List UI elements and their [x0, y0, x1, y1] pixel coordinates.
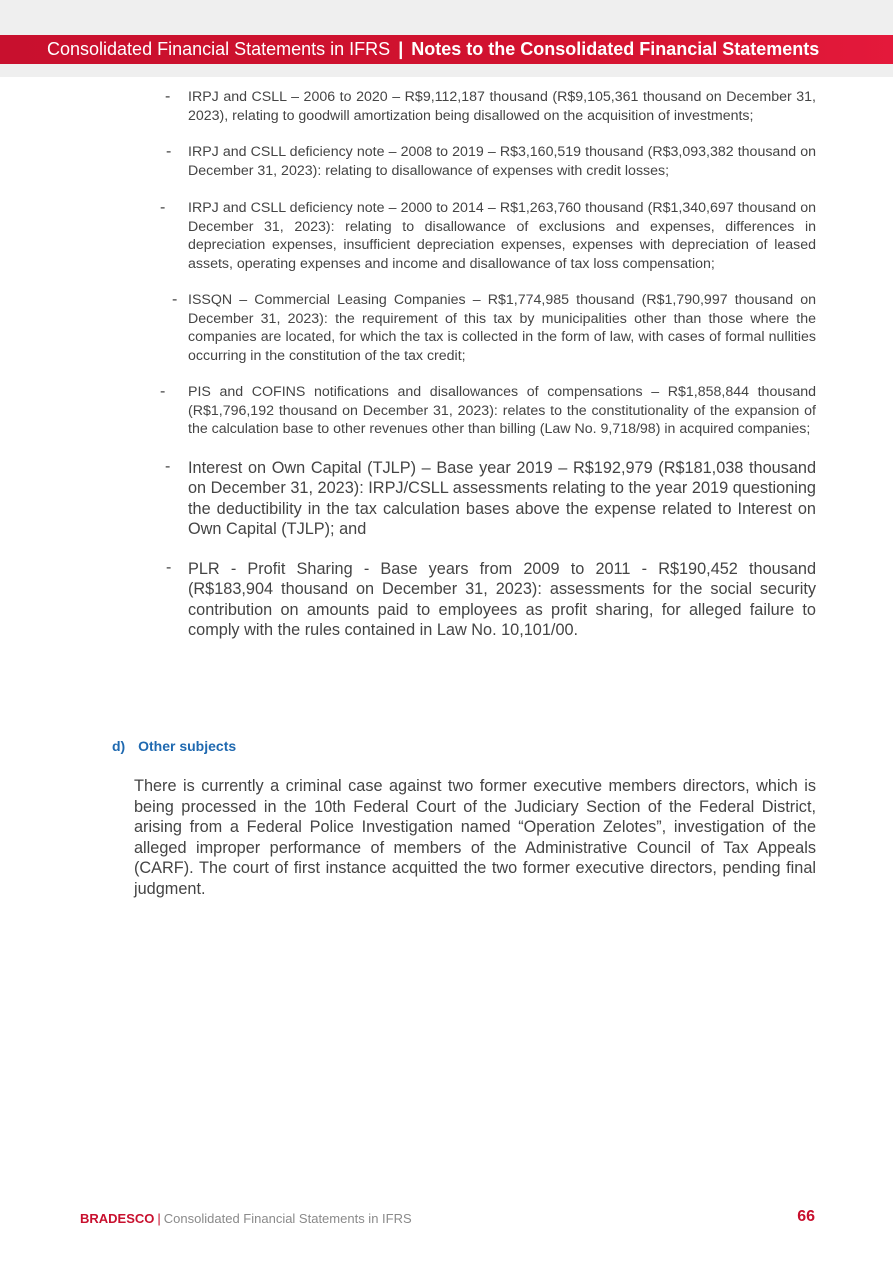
list-bullet: -: [166, 558, 172, 576]
list-item: [0, 143, 893, 180]
list-bullet: -: [172, 291, 178, 308]
list-item-text: IRPJ and CSLL – 2006 to 2020 – R$9,112,187 thousand (R$9,105,361 thousand on December 31, 2023), relating to goodwill amortization being disallowed on the acquisition of investments;: [188, 89, 816, 124]
list-item: [0, 458, 893, 540]
section-title: Other subjects: [138, 738, 237, 754]
list-item-text: IRPJ and CSLL deficiency note – 2008 to 2019 – R$3,160,519 thousand (R$3,093,382 thousand on December 31, 2023): relating to disallowance of expenses with credit losses;: [188, 144, 816, 179]
tax-cases-list: [0, 88, 893, 641]
section-heading: [112, 738, 236, 754]
footer-doc-title: Consolidated Financial Statements in IFRS: [163, 1211, 412, 1226]
section-paragraph: There is currently a criminal case against two former executive members directors, which is being processed in the 10th Federal Court of the Judiciary Section of the Federal District, arising from a Federal Police Investigation named “Operation Zelotes”, investigation of the alleged improper performance of members of the Administrative Council of Tax Appeals (CARF). The court of first instance acquitted the two former executive directors, pending final judgment.: [134, 777, 816, 898]
list-item-text: PIS and COFINS notifications and disallowances of compensations – R$1,858,844 thousand (R$1,796,192 thousand on December 31, 2023): relates to the constitutionality of the expansion of the calculation base to other revenues other than billing (Law No. 9,718/98) in acquired companies;: [188, 384, 816, 437]
list-item: [0, 383, 893, 439]
list-bullet: -: [160, 199, 166, 216]
header-separator: |: [398, 39, 404, 59]
list-bullet: -: [165, 88, 171, 105]
list-bullet: -: [166, 143, 172, 160]
list-item-text: IRPJ and CSLL deficiency note – 2000 to 2014 – R$1,263,760 thousand (R$1,340,697 thousand on December 31, 2023): relating to disallowance of exclusions and expenses, differences in depreciation expenses, insufficient depreciation expenses, expenses with depreciation of leased assets, operating expenses and income and disallowance of tax loss compensation;: [188, 200, 816, 272]
list-bullet: -: [165, 457, 171, 475]
page-footer: [80, 1211, 412, 1226]
page-header: [0, 35, 893, 64]
list-bullet: -: [160, 383, 166, 400]
page-number: 66: [797, 1208, 815, 1225]
list-item: [0, 88, 893, 125]
list-item: [0, 291, 893, 365]
list-item-text: Interest on Own Capital (TJLP) – Base year 2019 – R$192,979 (R$181,038 thousand on December 31, 2023): IRPJ/CSLL assessments relating to the year 2019 questioning the deductibility in the tax calculation bases above the expense related to Interest on Own Capital (TJLP); and: [188, 458, 816, 538]
section-label: d): [112, 738, 126, 754]
header-left-title: Consolidated Financial Statements in IFRS: [47, 39, 391, 59]
list-item-text: ISSQN – Commercial Leasing Companies – R$1,774,985 thousand (R$1,790,997 thousand on December 31, 2023): the requirement of this tax by municipalities other than those where the companies are located, for which the tax is collected in the form of law, with cases of formal nullities occurring in the constitution of the tax credit;: [188, 292, 816, 364]
footer-separator: |: [157, 1211, 161, 1226]
list-item: [0, 199, 893, 273]
header-right-title: Notes to the Consolidated Financial Statements: [411, 39, 820, 59]
list-item: [0, 559, 893, 641]
list-item-text: PLR - Profit Sharing - Base years from 2009 to 2011 - R$190,452 thousand (R$183,904 thousand on December 31, 2023): assessments for the social security contribution on amounts paid to employees as profit sharing, for alleged failure to comply with the rules contained in Law No. 10,101/00.: [188, 559, 816, 639]
footer-brand: BRADESCO: [80, 1211, 155, 1226]
